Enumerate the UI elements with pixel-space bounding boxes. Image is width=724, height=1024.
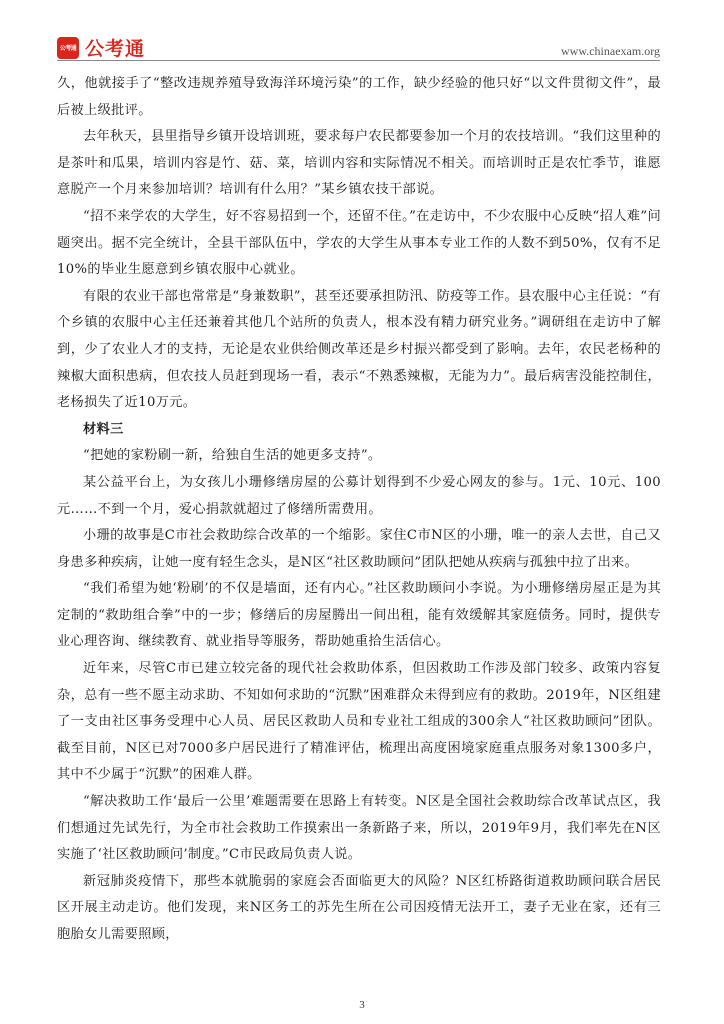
header-divider: [57, 60, 660, 61]
paragraph: 小珊的故事是C市社会救助综合改革的一个缩影。家住C市N区的小珊，唯一的亲人去世，自己又身患多种疾病，让她一度有轻生念头，是N区“社区救助顾问”团队把她从疾病与孤独中拉了出来。: [57, 528, 661, 570]
site-url[interactable]: www.chinaexam.org: [561, 44, 660, 58]
paragraph: 久，他就接手了“整改违规养殖导致海洋环境污染”的工作，缺少经验的他只好“以文件贯彻文件”，最后被上级批评。: [57, 76, 661, 118]
paragraph: 近年来，尽管C市已建立较完备的现代社会救助体系，但因救助工作涉及部门较多、政策内容复杂，总有一些不愿主动求助、不知如何求助的“沉默”困难群众未得到应有的救助。2019年，N区组建了一支由社区事务受理中心人员、居民区救助人员和专业社工组成的300余人“社区救助顾问”团队。截至目前，N区已对7000多户居民进行了精准评估，梳理出高度困境家庭重点服务对象1300多户，其中不少属于“沉默”的困难人群。: [57, 661, 661, 783]
paragraph: 新冠肺炎疫情下，那些本就脆弱的家庭会否面临更大的风险？N区红桥路街道救助顾问联合居民区开展主动走访。他们发现，来N区务工的苏先生所在公司因疫情无法开工，妻子无业在家，还有三胞胎女儿需要照顾，: [57, 873, 661, 942]
paragraph: “我们希望为她‘粉刷’的不仅是墙面，还有内心。”社区救助顾问小李说。为小珊修缮房屋正是为其定制的“救助组合拳”中的一步；修缮后的房屋腾出一间出租，能有效缓解其家庭债务。同时，提供专业心理咨询、继续教育、就业指导等服务，帮助她重拾生活信心。: [57, 581, 661, 650]
paragraph: “把她的家粉刷一新，给独自生活的她更多支持”。: [83, 448, 382, 464]
page-number: 3: [359, 999, 365, 1011]
paragraph: “招不来学农的大学生，好不容易招到一个，还留不住。”在走访中，不少农服中心反映“招人难”问题突出。据不完全统计，全县干部队伍中，学农的大学生从事本专业工作的人数不到50%，仅有不足10%的毕业生愿意到乡镇农服中心就业。: [57, 208, 661, 278]
section-heading: 材料三: [83, 421, 124, 437]
paragraph: “解决救助工作‘最后一公里’难题需要在思路上有转变。N区是全国社会救助综合改革试点区，我们想通过先试先行，为全市社会救助工作摸索出一条新路子来，所以，2019年9月，我们率先在N区实施了‘社区救助顾问’制度。”C市民政局负责人说。: [57, 794, 661, 863]
brand-logo[interactable]: [57, 34, 145, 61]
document-body: [57, 71, 661, 949]
paragraph: 去年秋天，县里指导乡镇开设培训班，要求每户农民都要参加一个月的农技培训。“我们这里种的是茶叶和瓜果，培训内容是竹、菇、菜，培训内容和实际情况不相关。而培训时正是农忙季节，谁愿意脱产一个月来参加培训？培训有什么用？”某乡镇农技干部说。: [57, 129, 661, 198]
paragraph: 某公益平台上，为女孩儿小珊修缮房屋的公募计划得到不少爱心网友的参与。1元、10元、100元……不到一个月，爱心捐款就超过了修缮所需费用。: [57, 474, 661, 517]
page-header: [0, 0, 724, 62]
logo-text: 公考通: [85, 38, 146, 60]
paragraph: 有限的农业干部也常常是“身兼数职”，甚至还要承担防汛、防疫等工作。县农服中心主任说：“有个乡镇的农服中心主任还兼着其他几个站所的负责人，根本没有精力研究业务。”调研组在走访中了解到，少了农业人才的支持，无论是农业供给侧改革还是乡村振兴都受到了影响。去年，农民老杨种的辣椒大面积患病，但农技人员赶到现场一看，表示“不熟悉辣椒，无能为力”。最后病害没能控制住，老杨损失了近10万元。: [57, 288, 661, 411]
logo-badge-icon: 公考通: [57, 37, 79, 59]
